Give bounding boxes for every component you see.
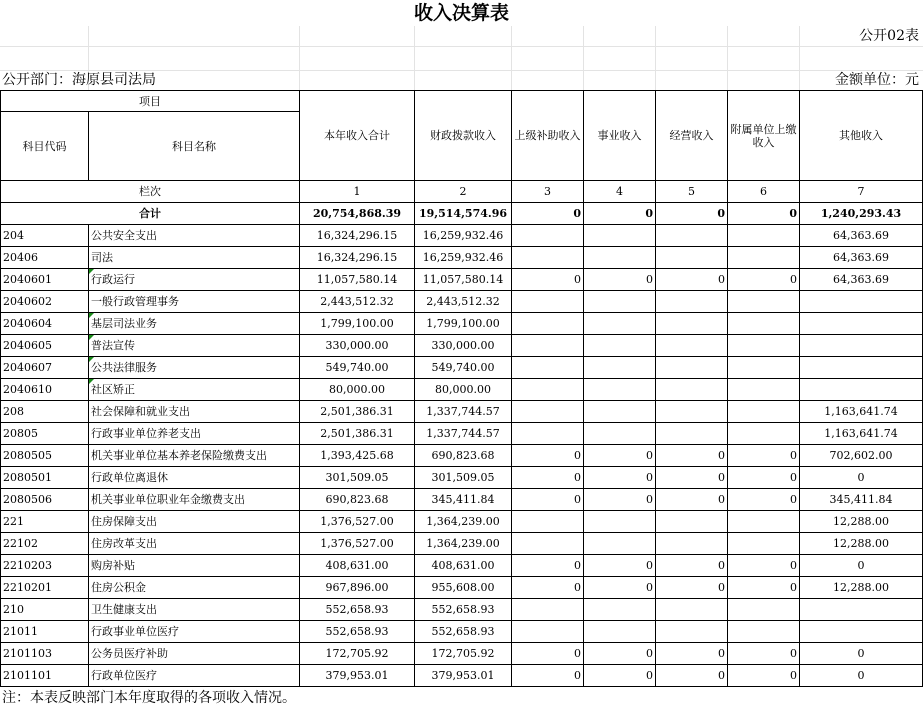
amount-cell: 0 xyxy=(584,555,656,577)
amount-cell: 2,501,386.31 xyxy=(300,423,415,445)
subject-name xyxy=(89,401,300,423)
amount-cell xyxy=(728,335,800,357)
subject-name-text: 购房补贴 xyxy=(91,559,135,572)
amount-cell xyxy=(728,511,800,533)
amount-cell: 0 xyxy=(584,467,656,489)
amount-cell: 64,363.69 xyxy=(800,247,923,269)
index-7: 7 xyxy=(800,181,923,203)
amount-cell: 0 xyxy=(512,665,584,687)
amount-cell xyxy=(656,599,728,621)
amount-cell xyxy=(512,225,584,247)
report-title: 收入决算表 xyxy=(413,2,509,24)
amount-cell: 0 xyxy=(728,643,800,665)
department-label: 公开部门：海原县司法局 xyxy=(2,72,156,88)
amount-cell: 1,799,100.00 xyxy=(415,313,512,335)
subject-name xyxy=(89,269,300,291)
income-table xyxy=(0,90,923,687)
amount-cell xyxy=(728,379,800,401)
amount-cell: 552,658.93 xyxy=(415,621,512,643)
amount-cell: 0 xyxy=(656,489,728,511)
table-row xyxy=(1,291,923,313)
table-row xyxy=(1,577,923,599)
amount-cell xyxy=(584,401,656,423)
amount-cell: 552,658.93 xyxy=(300,599,415,621)
amount-cell: 0 xyxy=(800,665,923,687)
amount-cell: 0 xyxy=(800,555,923,577)
amount-cell: 0 xyxy=(512,489,584,511)
subject-name-text: 住房保障支出 xyxy=(91,515,157,528)
amount-cell: 16,324,296.15 xyxy=(300,225,415,247)
cell-comment-marker-icon xyxy=(89,313,94,318)
subject-name-text: 行政单位离退休 xyxy=(91,471,168,484)
amount-cell: 0 xyxy=(512,445,584,467)
table-row xyxy=(1,467,923,489)
total-value: 0 xyxy=(656,203,728,225)
subject-name-text: 行政事业单位医疗 xyxy=(91,625,179,638)
subject-code: 22102 xyxy=(1,533,89,555)
amount-cell: 379,953.01 xyxy=(300,665,415,687)
amount-cell: 345,411.84 xyxy=(800,489,923,511)
amount-cell xyxy=(584,379,656,401)
table-row xyxy=(1,555,923,577)
amount-cell xyxy=(656,357,728,379)
subject-code: 2040601 xyxy=(1,269,89,291)
header-col-2: 财政拨款收入 xyxy=(415,91,512,181)
amount-cell: 0 xyxy=(728,665,800,687)
amount-cell xyxy=(800,621,923,643)
amount-cell xyxy=(728,401,800,423)
amount-cell xyxy=(584,291,656,313)
amount-cell: 172,705.92 xyxy=(415,643,512,665)
amount-cell: 2,501,386.31 xyxy=(300,401,415,423)
total-label: 合计 xyxy=(1,203,300,225)
subject-code: 2210201 xyxy=(1,577,89,599)
amount-cell xyxy=(512,599,584,621)
subject-name-text: 一般行政管理事务 xyxy=(91,295,179,308)
header-project: 项目 xyxy=(1,91,300,112)
amount-cell: 11,057,580.14 xyxy=(415,269,512,291)
subject-name xyxy=(89,467,300,489)
amount-cell xyxy=(584,313,656,335)
amount-cell: 0 xyxy=(584,577,656,599)
amount-cell xyxy=(584,599,656,621)
amount-cell xyxy=(728,291,800,313)
amount-cell: 12,288.00 xyxy=(800,511,923,533)
amount-cell xyxy=(800,335,923,357)
table-row xyxy=(1,357,923,379)
cell-comment-marker-icon xyxy=(89,269,94,274)
amount-cell xyxy=(512,313,584,335)
amount-cell xyxy=(512,401,584,423)
total-value: 19,514,574.96 xyxy=(415,203,512,225)
subject-name xyxy=(89,247,300,269)
amount-cell xyxy=(656,379,728,401)
amount-cell: 0 xyxy=(656,269,728,291)
index-1: 1 xyxy=(300,181,415,203)
index-6: 6 xyxy=(728,181,800,203)
index-4: 4 xyxy=(584,181,656,203)
subject-name-text: 司法 xyxy=(91,251,113,264)
index-2: 2 xyxy=(415,181,512,203)
amount-cell: 379,953.01 xyxy=(415,665,512,687)
header-col-3: 上级补助收入 xyxy=(512,91,584,181)
amount-cell xyxy=(584,225,656,247)
total-value: 20,754,868.39 xyxy=(300,203,415,225)
subject-name xyxy=(89,555,300,577)
amount-cell xyxy=(728,357,800,379)
index-label: 栏次 xyxy=(1,181,300,203)
subject-code: 21011 xyxy=(1,621,89,643)
amount-cell xyxy=(512,533,584,555)
amount-cell xyxy=(656,225,728,247)
subject-name-text: 住房公积金 xyxy=(91,581,146,594)
table-row xyxy=(1,225,923,247)
subject-code: 2080505 xyxy=(1,445,89,467)
cell-comment-marker-icon xyxy=(89,357,94,362)
amount-cell xyxy=(728,247,800,269)
subject-name-text: 机关事业单位基本养老保险缴费支出 xyxy=(91,449,267,462)
amount-cell xyxy=(656,291,728,313)
subject-name-text: 基层司法业务 xyxy=(91,317,157,330)
table-row xyxy=(1,247,923,269)
amount-cell: 549,740.00 xyxy=(300,357,415,379)
amount-cell: 11,057,580.14 xyxy=(300,269,415,291)
header-col-1: 本年收入合计 xyxy=(300,91,415,181)
amount-cell xyxy=(512,291,584,313)
amount-cell: 16,259,932.46 xyxy=(415,247,512,269)
subject-name-text: 行政运行 xyxy=(91,273,135,286)
amount-cell: 0 xyxy=(584,445,656,467)
amount-cell: 0 xyxy=(584,643,656,665)
table-row xyxy=(1,511,923,533)
header-col-5: 经营收入 xyxy=(656,91,728,181)
table-row xyxy=(1,445,923,467)
amount-cell: 0 xyxy=(728,467,800,489)
amount-cell: 1,337,744.57 xyxy=(415,423,512,445)
amount-cell: 1,799,100.00 xyxy=(300,313,415,335)
index-3: 3 xyxy=(512,181,584,203)
amount-cell xyxy=(512,621,584,643)
amount-cell xyxy=(584,511,656,533)
subject-code: 2040607 xyxy=(1,357,89,379)
amount-cell: 552,658.93 xyxy=(300,621,415,643)
header-col-6: 附属单位上缴收入 xyxy=(728,91,800,181)
table-row xyxy=(1,621,923,643)
subject-name xyxy=(89,489,300,511)
total-value: 0 xyxy=(584,203,656,225)
subject-name xyxy=(89,445,300,467)
amount-cell: 330,000.00 xyxy=(415,335,512,357)
table-row xyxy=(1,269,923,291)
subject-name-text: 普法宣传 xyxy=(91,339,135,352)
subject-name xyxy=(89,313,300,335)
subject-name xyxy=(89,577,300,599)
subject-code: 2101101 xyxy=(1,665,89,687)
subject-name xyxy=(89,533,300,555)
index-5: 5 xyxy=(656,181,728,203)
amount-cell: 80,000.00 xyxy=(300,379,415,401)
subject-name xyxy=(89,335,300,357)
amount-cell: 0 xyxy=(512,643,584,665)
amount-cell xyxy=(584,335,656,357)
amount-cell: 301,509.05 xyxy=(300,467,415,489)
table-row xyxy=(1,533,923,555)
cell-comment-marker-icon xyxy=(89,379,94,384)
amount-cell: 690,823.68 xyxy=(300,489,415,511)
table-row xyxy=(1,313,923,335)
amount-cell: 0 xyxy=(584,665,656,687)
amount-unit-label: 金额单位：元 xyxy=(835,72,919,88)
subject-code: 2080506 xyxy=(1,489,89,511)
subject-name xyxy=(89,643,300,665)
amount-cell xyxy=(656,533,728,555)
subject-name-text: 公共法律服务 xyxy=(91,361,157,374)
amount-cell: 0 xyxy=(512,467,584,489)
subject-code: 2101103 xyxy=(1,643,89,665)
header-col-7: 其他收入 xyxy=(800,91,923,181)
total-value: 0 xyxy=(512,203,584,225)
subject-code: 2210203 xyxy=(1,555,89,577)
subject-code: 2040610 xyxy=(1,379,89,401)
subject-name xyxy=(89,621,300,643)
subject-name-text: 住房改革支出 xyxy=(91,537,157,550)
header-subject-name: 科目名称 xyxy=(89,112,300,181)
subject-name xyxy=(89,665,300,687)
table-row xyxy=(1,379,923,401)
amount-cell xyxy=(656,401,728,423)
subject-name-text: 公共安全支出 xyxy=(91,229,157,242)
subject-name xyxy=(89,379,300,401)
amount-cell xyxy=(728,423,800,445)
subject-code: 208 xyxy=(1,401,89,423)
amount-cell xyxy=(656,621,728,643)
amount-cell xyxy=(512,247,584,269)
subject-code: 2080501 xyxy=(1,467,89,489)
amount-cell: 408,631.00 xyxy=(415,555,512,577)
subject-code: 2040602 xyxy=(1,291,89,313)
amount-cell: 172,705.92 xyxy=(300,643,415,665)
amount-cell xyxy=(656,313,728,335)
subject-name-text: 公务员医疗补助 xyxy=(91,647,168,660)
amount-cell: 1,163,641.74 xyxy=(800,423,923,445)
amount-cell: 1,163,641.74 xyxy=(800,401,923,423)
amount-cell: 64,363.69 xyxy=(800,225,923,247)
header-subject-code: 科目代码 xyxy=(1,112,89,181)
amount-cell: 1,376,527.00 xyxy=(300,533,415,555)
amount-cell: 552,658.93 xyxy=(415,599,512,621)
amount-cell: 0 xyxy=(512,269,584,291)
subject-name xyxy=(89,599,300,621)
amount-cell: 0 xyxy=(656,665,728,687)
amount-cell xyxy=(584,533,656,555)
amount-cell: 0 xyxy=(584,489,656,511)
amount-cell: 301,509.05 xyxy=(415,467,512,489)
amount-cell xyxy=(728,599,800,621)
table-row xyxy=(1,335,923,357)
amount-cell: 330,000.00 xyxy=(300,335,415,357)
subject-code: 210 xyxy=(1,599,89,621)
subject-code: 20406 xyxy=(1,247,89,269)
amount-cell: 80,000.00 xyxy=(415,379,512,401)
amount-cell xyxy=(656,335,728,357)
amount-cell xyxy=(584,357,656,379)
total-row xyxy=(1,203,923,225)
amount-cell xyxy=(512,379,584,401)
subject-code: 221 xyxy=(1,511,89,533)
amount-cell: 2,443,512.32 xyxy=(300,291,415,313)
amount-cell: 0 xyxy=(656,555,728,577)
amount-cell: 12,288.00 xyxy=(800,577,923,599)
amount-cell: 0 xyxy=(728,489,800,511)
subject-name xyxy=(89,511,300,533)
amount-cell: 1,393,425.68 xyxy=(300,445,415,467)
amount-cell: 1,337,744.57 xyxy=(415,401,512,423)
amount-cell xyxy=(800,291,923,313)
table-row xyxy=(1,665,923,687)
amount-cell: 0 xyxy=(512,555,584,577)
amount-cell: 1,364,239.00 xyxy=(415,533,512,555)
amount-cell xyxy=(728,533,800,555)
amount-cell: 690,823.68 xyxy=(415,445,512,467)
subject-code: 2040604 xyxy=(1,313,89,335)
subject-name-text: 社会保障和就业支出 xyxy=(91,405,190,418)
amount-cell xyxy=(584,423,656,445)
amount-cell: 408,631.00 xyxy=(300,555,415,577)
total-value: 0 xyxy=(728,203,800,225)
amount-cell: 0 xyxy=(800,467,923,489)
amount-cell: 64,363.69 xyxy=(800,269,923,291)
amount-cell xyxy=(800,357,923,379)
amount-cell xyxy=(800,313,923,335)
amount-cell: 12,288.00 xyxy=(800,533,923,555)
amount-cell: 0 xyxy=(728,577,800,599)
amount-cell xyxy=(512,511,584,533)
amount-cell xyxy=(512,335,584,357)
amount-cell xyxy=(656,247,728,269)
subject-name-text: 机关事业单位职业年金缴费支出 xyxy=(91,493,245,506)
amount-cell: 0 xyxy=(728,445,800,467)
amount-cell: 0 xyxy=(656,577,728,599)
cell-comment-marker-icon xyxy=(89,335,94,340)
header-col-4: 事业收入 xyxy=(584,91,656,181)
amount-cell xyxy=(728,621,800,643)
amount-cell: 16,324,296.15 xyxy=(300,247,415,269)
amount-cell: 0 xyxy=(728,269,800,291)
subject-code: 20805 xyxy=(1,423,89,445)
amount-cell xyxy=(584,247,656,269)
amount-cell xyxy=(584,621,656,643)
amount-cell: 1,376,527.00 xyxy=(300,511,415,533)
table-row xyxy=(1,401,923,423)
amount-cell: 0 xyxy=(728,555,800,577)
amount-cell: 2,443,512.32 xyxy=(415,291,512,313)
amount-cell xyxy=(800,379,923,401)
amount-cell xyxy=(728,313,800,335)
footnote: 注：本表反映部门本年度取得的各项收入情况。 xyxy=(2,690,296,706)
amount-cell xyxy=(656,511,728,533)
amount-cell: 0 xyxy=(656,467,728,489)
subject-name-text: 行政单位医疗 xyxy=(91,669,157,682)
subject-name xyxy=(89,423,300,445)
amount-cell: 967,896.00 xyxy=(300,577,415,599)
amount-cell xyxy=(512,423,584,445)
subject-code: 2040605 xyxy=(1,335,89,357)
amount-cell xyxy=(512,357,584,379)
subject-name xyxy=(89,225,300,247)
subject-name-text: 社区矫正 xyxy=(91,383,135,396)
amount-cell: 1,364,239.00 xyxy=(415,511,512,533)
subject-name-text: 卫生健康支出 xyxy=(91,603,157,616)
subject-name xyxy=(89,357,300,379)
amount-cell xyxy=(728,225,800,247)
amount-cell: 549,740.00 xyxy=(415,357,512,379)
table-row xyxy=(1,423,923,445)
table-row xyxy=(1,489,923,511)
table-row xyxy=(1,643,923,665)
amount-cell: 0 xyxy=(584,269,656,291)
amount-cell xyxy=(800,599,923,621)
amount-cell: 702,602.00 xyxy=(800,445,923,467)
amount-cell: 0 xyxy=(656,445,728,467)
total-value: 1,240,293.43 xyxy=(800,203,923,225)
subject-code: 204 xyxy=(1,225,89,247)
amount-cell: 345,411.84 xyxy=(415,489,512,511)
amount-cell: 955,608.00 xyxy=(415,577,512,599)
subject-name xyxy=(89,291,300,313)
amount-cell: 0 xyxy=(800,643,923,665)
amount-cell: 16,259,932.46 xyxy=(415,225,512,247)
subject-name-text: 行政事业单位养老支出 xyxy=(91,427,201,440)
amount-cell: 0 xyxy=(512,577,584,599)
amount-cell: 0 xyxy=(656,643,728,665)
table-row xyxy=(1,599,923,621)
form-code: 公开02表 xyxy=(859,28,919,44)
amount-cell xyxy=(656,423,728,445)
